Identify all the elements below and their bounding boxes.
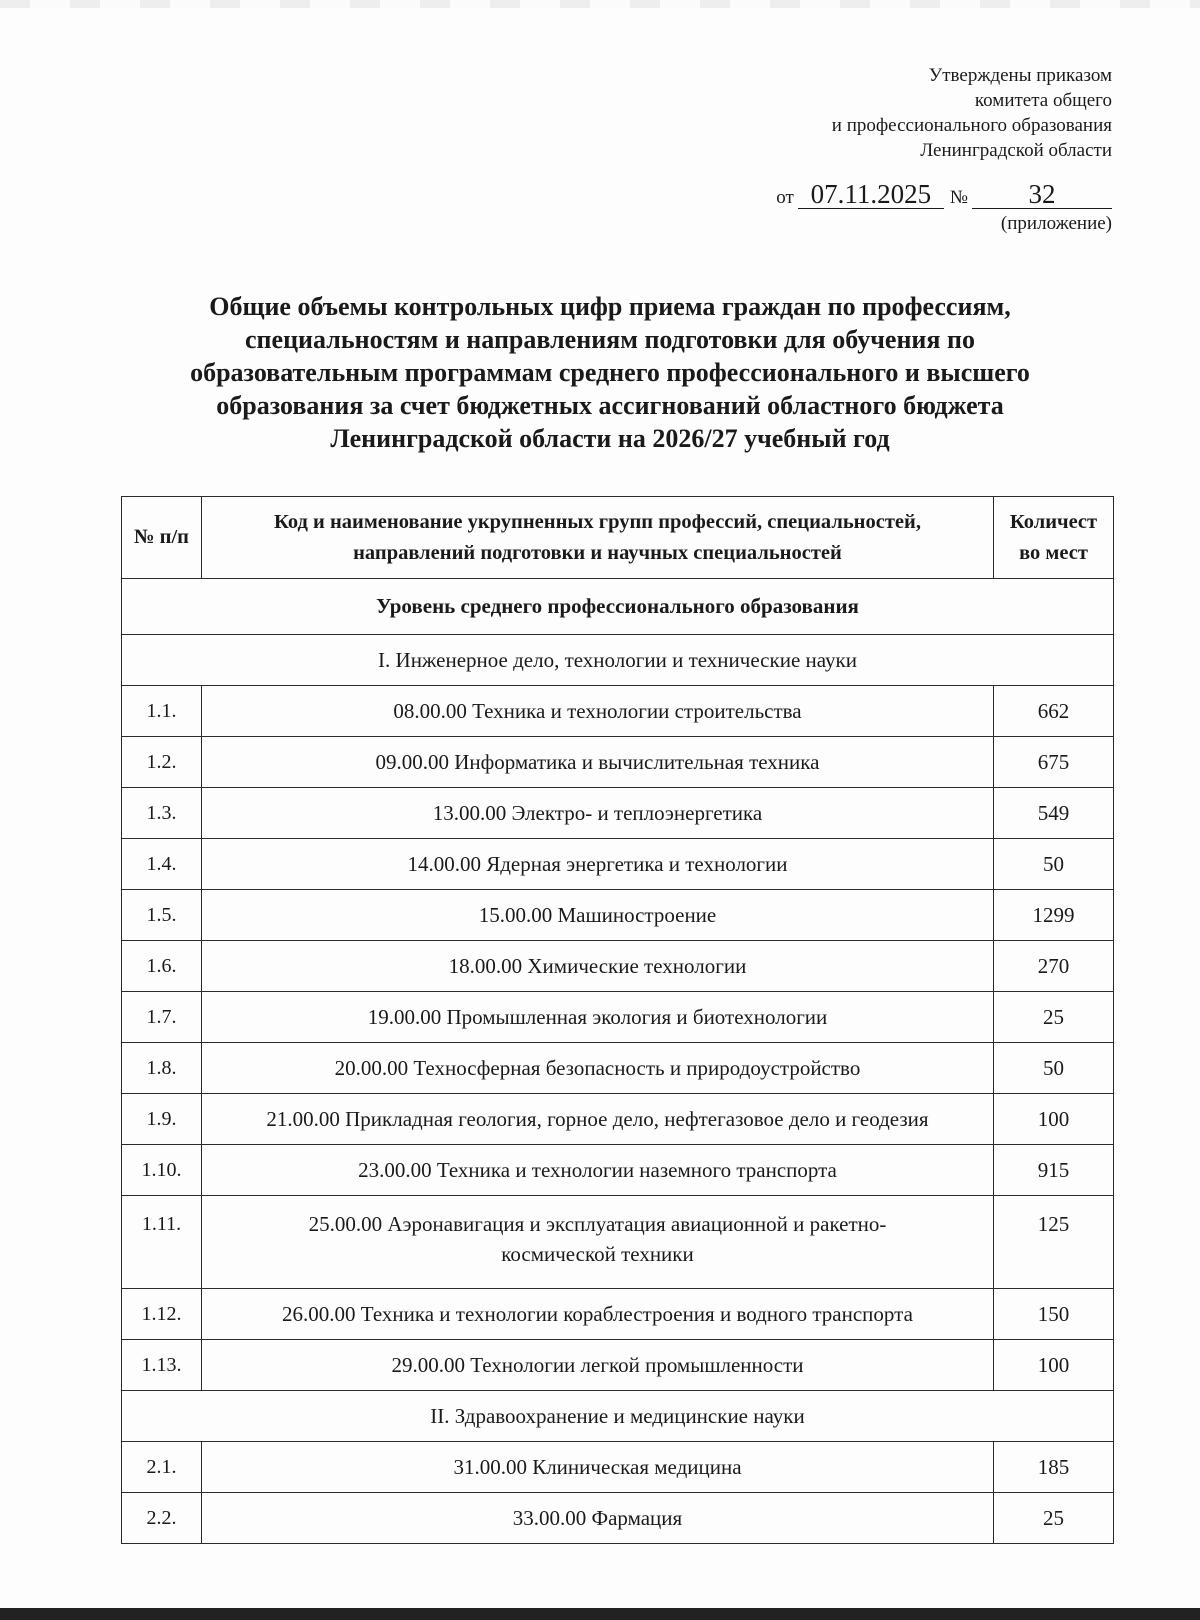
row-name: 15.00.00 Машиностроение (201, 890, 993, 941)
row-count: 270 (994, 941, 1114, 992)
row-num: 1.12. (122, 1289, 202, 1340)
row-num: 1.6. (122, 941, 202, 992)
row-num: 1.9. (122, 1094, 202, 1145)
row-name: 26.00.00 Техника и технологии кораблестроения и водного транспорта (201, 1289, 993, 1340)
row-num: 1.10. (122, 1145, 202, 1196)
row-count: 915 (994, 1145, 1114, 1196)
group-row (122, 1391, 1114, 1442)
approval-block (832, 63, 1112, 163)
row-count: 25 (994, 992, 1114, 1043)
row-name: 19.00.00 Промышленная экология и биотехнологии (201, 992, 993, 1043)
row-num: 1.2. (122, 737, 202, 788)
table-row (122, 1145, 1114, 1196)
row-num: 1.5. (122, 890, 202, 941)
table-row (122, 1289, 1114, 1340)
row-name (201, 1196, 993, 1289)
order-line (776, 180, 1112, 209)
row-count: 150 (994, 1289, 1114, 1340)
table-row (122, 839, 1114, 890)
row-name: 13.00.00 Электро- и теплоэнергетика (201, 788, 993, 839)
approval-line: комитета общего (974, 90, 1112, 111)
title-line: Ленинградской области на 2026/27 учебный год (330, 424, 890, 453)
table-row (122, 1094, 1114, 1145)
row-count: 25 (994, 1493, 1114, 1544)
table-row (122, 788, 1114, 839)
order-from-label: от (776, 187, 794, 208)
row-count: 100 (994, 1340, 1114, 1391)
row-count: 1299 (994, 890, 1114, 941)
row-name: 14.00.00 Ядерная энергетика и технологии (201, 839, 993, 890)
row-count: 50 (994, 839, 1114, 890)
row-num: 2.1. (122, 1442, 202, 1493)
table-row (122, 992, 1114, 1043)
header-name-line: Код и наименование укрупненных групп профессий, специальностей, (274, 510, 921, 533)
appendix-note: (приложение) (1000, 213, 1112, 234)
order-date: 07.11.2025 (798, 180, 944, 209)
row-name: 21.00.00 Прикладная геология, горное дело, нефтегазовое дело и геодезия (201, 1094, 993, 1145)
header-num: № п/п (122, 497, 202, 579)
table-row (122, 1196, 1114, 1289)
row-name-line: 25.00.00 Аэронавигация и эксплуатация авиационной и ракетно- (308, 1212, 887, 1236)
education-level-label: Уровень среднего профессионального образования (122, 579, 1114, 635)
row-name: 09.00.00 Информатика и вычислительная техника (201, 737, 993, 788)
header-name (201, 497, 993, 579)
table-header-row (122, 497, 1114, 579)
row-name: 29.00.00 Технологии легкой промышленности (201, 1340, 993, 1391)
group-label: I. Инженерное дело, технологии и технические науки (122, 635, 1114, 686)
approval-line: Ленинградской области (920, 140, 1112, 161)
quota-table (121, 496, 1114, 1544)
table-row (122, 941, 1114, 992)
row-name: 31.00.00 Клиническая медицина (201, 1442, 993, 1493)
row-num: 1.11. (122, 1196, 202, 1289)
education-level-row (122, 579, 1114, 635)
order-number: 32 (972, 180, 1112, 209)
row-count: 675 (994, 737, 1114, 788)
header-name-line: направлений подготовки и научных специальностей (353, 541, 842, 564)
table-row (122, 890, 1114, 941)
row-name: 33.00.00 Фармация (201, 1493, 993, 1544)
row-count: 662 (994, 686, 1114, 737)
table-row (122, 1493, 1114, 1544)
header-count-line: во мест (1019, 541, 1088, 564)
row-count: 125 (994, 1196, 1114, 1289)
table-row (122, 737, 1114, 788)
scan-edge-bottom (0, 1608, 1200, 1620)
row-name-line: космической техники (501, 1242, 694, 1266)
group-row (122, 635, 1114, 686)
row-count: 50 (994, 1043, 1114, 1094)
table-row (122, 686, 1114, 737)
approval-line: и профессионального образования (831, 115, 1112, 136)
row-count: 185 (994, 1442, 1114, 1493)
document-title (110, 290, 1110, 455)
table-row (122, 1043, 1114, 1094)
row-num: 2.2. (122, 1493, 202, 1544)
row-count: 549 (994, 788, 1114, 839)
approval-line: Утверждены приказом (928, 65, 1112, 86)
row-num: 1.3. (122, 788, 202, 839)
table-row (122, 1340, 1114, 1391)
row-num: 1.7. (122, 992, 202, 1043)
row-num: 1.8. (122, 1043, 202, 1094)
row-num: 1.4. (122, 839, 202, 890)
order-number-sign: № (949, 187, 968, 208)
row-count: 100 (994, 1094, 1114, 1145)
title-line: образовательным программам среднего профессионального и высшего (190, 358, 1030, 387)
row-num: 1.13. (122, 1340, 202, 1391)
table-row (122, 1442, 1114, 1493)
header-count (994, 497, 1114, 579)
scan-edge-top (0, 0, 1200, 8)
row-name: 18.00.00 Химические технологии (201, 941, 993, 992)
row-name: 08.00.00 Техника и технологии строительства (201, 686, 993, 737)
row-name: 23.00.00 Техника и технологии наземного транспорта (201, 1145, 993, 1196)
group-label: II. Здравоохранение и медицинские науки (122, 1391, 1114, 1442)
row-name: 20.00.00 Техносферная безопасность и природоустройство (201, 1043, 993, 1094)
title-line: специальностям и направлениям подготовки для обучения по (245, 325, 975, 354)
row-num: 1.1. (122, 686, 202, 737)
title-line: Общие объемы контрольных цифр приема граждан по профессиям, (209, 292, 1011, 321)
title-line: образования за счет бюджетных ассигнований областного бюджета (216, 391, 1004, 420)
header-count-line: Количест (1009, 510, 1098, 533)
